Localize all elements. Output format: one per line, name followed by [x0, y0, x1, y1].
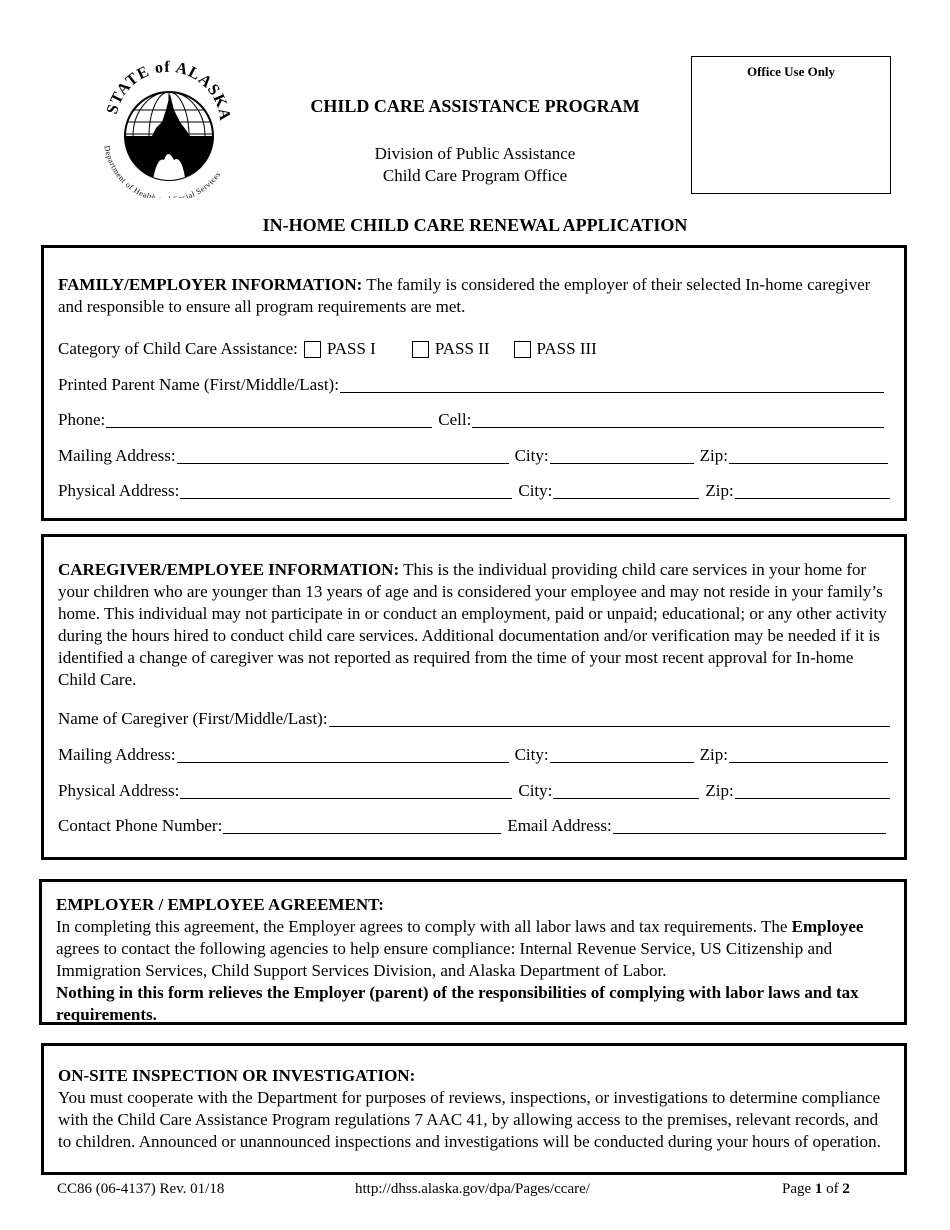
agreement-employee-word: Employee [791, 917, 864, 936]
family-mailing-city-label: City: [514, 446, 549, 465]
caregiver-physical-city-label: City: [518, 781, 553, 800]
office-use-only-box [691, 56, 891, 194]
agreement-text-a: In completing this agreement, the Employer agrees to comply with all labor laws and tax requirements. The [56, 917, 792, 936]
agreement-heading: EMPLOYER / EMPLOYEE AGREEMENT: [56, 895, 384, 914]
caregiver-mailing-city-label: City: [514, 745, 549, 764]
inspection-text: You must cooperate with the Department for purposes of reviews, inspections, or investigations to determine compliance with the Child Care Assistance Program regulations 7 AAC 41, by allowing access to the premises, relevant records, and to children. Announced or unannounced inspections and investigations will be conducted during your hours of operation. [58, 1088, 881, 1151]
phone-label: Phone: [58, 410, 106, 429]
caregiver-mailing-field[interactable] [177, 745, 509, 763]
pass-3-checkbox[interactable] [514, 341, 531, 358]
family-physical-field[interactable] [180, 481, 512, 499]
caregiver-name-row [58, 708, 890, 730]
caregiver-physical-zip-label: Zip: [705, 781, 734, 800]
family-employer-section [41, 245, 907, 521]
agreement-content [56, 894, 890, 1026]
program-office-block [250, 143, 700, 187]
caregiver-physical-field[interactable] [180, 781, 512, 799]
office-name: Child Care Program Office [382, 166, 568, 185]
family-mailing-zip-label: Zip: [699, 446, 728, 465]
caregiver-mailing-zip-field[interactable] [729, 745, 888, 763]
caregiver-mailing-label: Mailing Address: [58, 745, 176, 764]
employer-employee-agreement-section [39, 879, 907, 1025]
family-intro [58, 274, 890, 318]
parent-name-label: Printed Parent Name (First/Middle/Last): [58, 375, 339, 394]
agreement-text-b: agrees to contact the following agencies to help ensure compliance: Internal Revenue Service, US Citizenship and Immigration Services, Child Support Services Division, and Alaska Department of Labor. [56, 939, 833, 980]
cell-label: Cell: [438, 410, 472, 429]
agreement-bold-statement: Nothing in this form relieves the Employer (parent) of the responsibilities of complying with labor laws and tax requirements. [56, 983, 859, 1024]
family-mailing-zip-field[interactable] [729, 446, 888, 464]
caregiver-name-field[interactable] [329, 709, 890, 727]
on-site-inspection-section [41, 1043, 907, 1175]
family-physical-city-field[interactable] [553, 481, 699, 499]
page-number [782, 1181, 850, 1198]
form-id: CC86 (06-4137) Rev. 01/18 [57, 1181, 225, 1197]
caregiver-mailing-city-field[interactable] [550, 745, 694, 763]
family-physical-city-label: City: [518, 481, 553, 500]
family-mailing-label: Mailing Address: [58, 446, 176, 465]
caregiver-employee-section [41, 534, 907, 860]
caregiver-physical-zip-field[interactable] [735, 781, 890, 799]
family-intro-text: The family is considered the employer of their selected In-home caregiver and responsible to ensure all program requirements are met. [58, 275, 871, 316]
family-physical-row [58, 480, 890, 502]
pass-2-checkbox[interactable] [412, 341, 429, 358]
family-physical-label: Physical Address: [58, 481, 180, 500]
family-heading: FAMILY/EMPLOYER INFORMATION: [58, 275, 363, 294]
email-field[interactable] [613, 816, 886, 834]
family-physical-zip-label: Zip: [705, 481, 734, 500]
phone-field[interactable] [106, 410, 432, 428]
cell-field[interactable] [472, 410, 884, 428]
pass-2-option[interactable] [412, 338, 490, 360]
caregiver-mailing-row [58, 744, 890, 766]
pass-1-label: PASS I [326, 339, 376, 358]
caregiver-intro [58, 559, 890, 691]
application-title: IN-HOME CHILD CARE RENEWAL APPLICATION [262, 215, 688, 235]
caregiver-physical-label: Physical Address: [58, 781, 180, 800]
caregiver-physical-city-field[interactable] [553, 781, 699, 799]
caregiver-name-label: Name of Caregiver (First/Middle/Last): [58, 709, 328, 728]
family-mailing-city-field[interactable] [550, 446, 694, 464]
parent-name-row [58, 374, 890, 396]
family-mailing-row [58, 445, 890, 467]
phone-row [58, 409, 890, 431]
pass-1-option[interactable] [304, 338, 376, 360]
page-prefix: Page [782, 1181, 815, 1197]
email-label: Email Address: [507, 816, 612, 835]
family-physical-zip-field[interactable] [735, 481, 890, 499]
caregiver-heading: CAREGIVER/EMPLOYEE INFORMATION: [58, 560, 400, 579]
agreement-text [56, 916, 890, 982]
pass-2-label: PASS II [434, 339, 490, 358]
category-row [58, 338, 890, 360]
pass-1-checkbox[interactable] [304, 341, 321, 358]
caregiver-mailing-zip-label: Zip: [699, 745, 728, 764]
contact-phone-label: Contact Phone Number: [58, 816, 223, 835]
pass-3-option[interactable] [514, 338, 597, 360]
svg-text:STATE of ALASKA: STATE of ALASKA [103, 58, 234, 123]
caregiver-intro-text: This is the individual providing child care services in your home for your children who are younger than 13 years of age and is considered your employee and may not reside in your family’s home. This individual may not participate in or conduct an employment, paid or unpaid; educational; or any other activity during the hours hired to conduct child care services. Additional documentation and/or verification may be needed if it is identified a change of caregiver was not reported as required from the time of your most recent approval for In-home Child Care. [58, 560, 887, 689]
family-mailing-field[interactable] [177, 446, 509, 464]
parent-name-field[interactable] [340, 375, 884, 393]
page-of: of [822, 1181, 843, 1197]
caregiver-contact-row [58, 815, 890, 837]
page-total: 2 [842, 1181, 850, 1197]
inspection-content [58, 1065, 890, 1153]
inspection-heading: ON-SITE INSPECTION OR INVESTIGATION: [58, 1066, 416, 1085]
office-use-only-label: Office Use Only [746, 64, 836, 79]
division-name: Division of Public Assistance [374, 144, 576, 163]
svg-text:Department of Health and Socia: Department of Health cial Services [102, 144, 223, 198]
pass-3-label: PASS III [536, 339, 597, 358]
category-label: Category of Child Care Assistance: [58, 339, 298, 358]
program-title: CHILD CARE ASSISTANCE PROGRAM [310, 96, 640, 116]
state-seal-logo [92, 56, 242, 198]
caregiver-physical-row [58, 780, 890, 802]
footer-url: http://dhss.alaska.gov/dpa/Pages/ccare/ [355, 1181, 590, 1197]
page-current: 1 [814, 1181, 823, 1197]
contact-phone-field[interactable] [223, 816, 501, 834]
